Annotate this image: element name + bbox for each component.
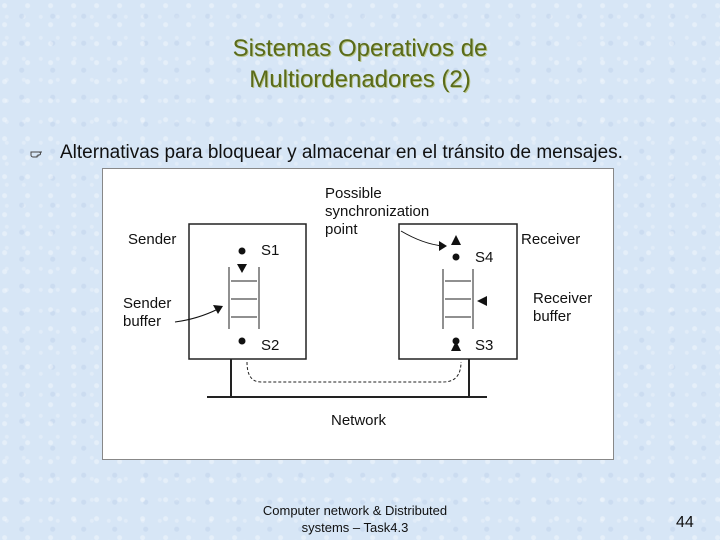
receiver-buffer-label [533,290,592,326]
sender-buffer-line-1: Sender [123,295,172,312]
receiver-buffer-line-1: Receiver [533,290,593,307]
slide-title [0,33,720,95]
pointing-hand-icon [30,146,44,160]
s4-up-arrow [451,235,461,245]
receiver-buffer [443,269,473,329]
sync-label-line-1: Possible [325,185,382,202]
sender-buffer-label [123,295,171,331]
network-label: Network [331,412,387,429]
title-line-2: Multiordenadores (2) [249,66,471,93]
s4-point [453,254,460,261]
footer-line-2: systems – Task4.3 [301,520,409,535]
footer-caption [225,502,485,536]
s2-label: S2 [261,337,280,354]
sender-buffer [229,267,259,329]
s1-point [239,248,246,255]
s3-up-arrow [451,341,461,351]
sender-buffer-arrow [175,309,218,322]
page-number: 44 [676,514,694,531]
s3-label: S3 [475,337,494,354]
sender-box [189,224,306,359]
receiver-label: Receiver [521,231,581,248]
title-line-1: Sistemas Operativos de [232,35,488,62]
sync-label-line-3: point [325,221,358,238]
bullet-text: Alternativas para bloquear y almacenar en el tránsito de mensajes. [60,142,623,163]
receiver-buffer-arrow [477,296,487,306]
sync-label-line-2: synchronization [325,203,430,220]
s2-point [239,338,246,345]
receiver-buffer-line-2: buffer [533,308,572,325]
sender-buffer-line-2: buffer [123,313,162,330]
message-path [247,362,461,382]
s1-down-arrow [237,264,247,273]
s1-label: S1 [261,242,280,259]
message-buffer-diagram [102,168,614,460]
s4-label: S4 [475,249,494,266]
footer-line-1: Computer network & Distributed [262,503,448,518]
sync-point-label [325,185,429,239]
sender-label: Sender [128,231,177,248]
